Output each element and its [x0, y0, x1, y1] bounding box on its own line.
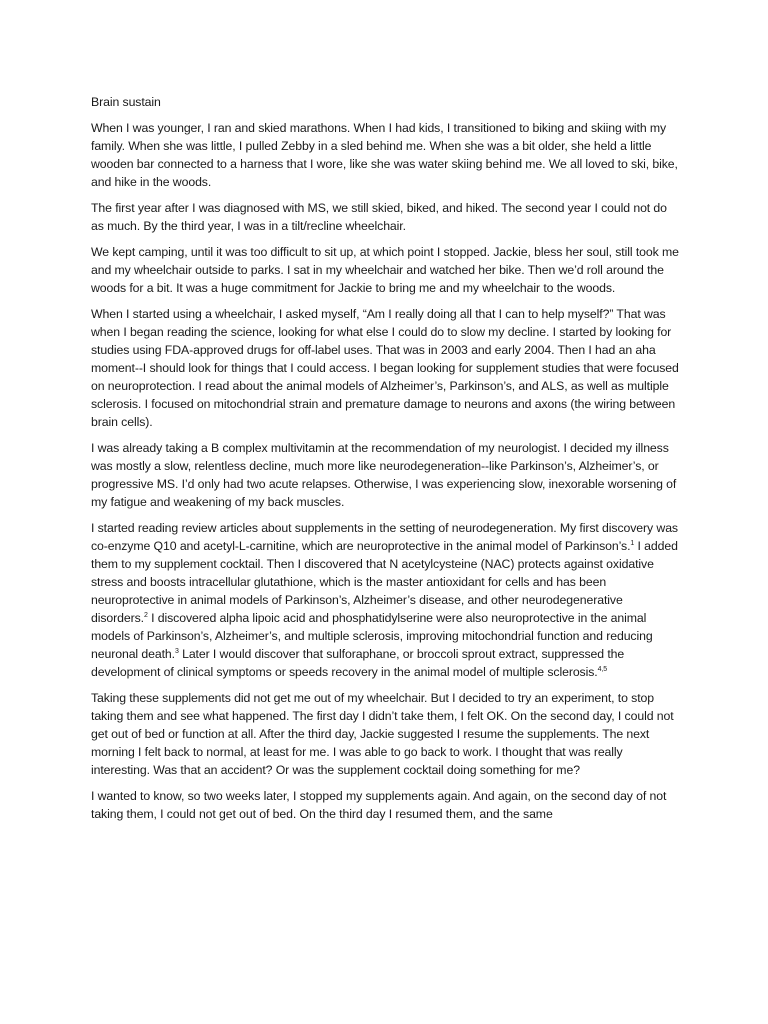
- body-paragraph: [91, 689, 681, 779]
- paragraph-text: I wanted to know, so two weeks later, I stopped my supplements again. And again, on the second day of not taking them, I could not get out of bed. On the third day I resumed them, and the same: [91, 789, 667, 821]
- paragraph-text: The first year after I was diagnosed with MS, we still skied, biked, and hiked. The second year I could not do as much. By the third year, I was in a tilt/recline wheelchair.: [91, 201, 667, 233]
- paragraph-text: We kept camping, until it was too difficult to sit up, at which point I stopped. Jackie, bless her soul, still took me and my wheelchair outside to parks. I sat in my wheelchair and watched her bike. Then we’d roll around the woods for a bit. It was a huge commitment for Jackie to bring me and my wheelchair to the woods.: [91, 245, 679, 295]
- paragraph-text: I discovered alpha lipoic acid and phosphatidylserine were also neuroprotective in the animal models of Parkinson’s, Alzheimer’s, and multiple sclerosis, improving mitochondrial function and reducing neuronal death.: [91, 611, 653, 661]
- body-paragraph: [91, 243, 681, 297]
- paragraph-text: When I started using a wheelchair, I asked myself, “Am I really doing all that I can to help myself?” That was when I began reading the science, looking for what else I could do to slow my decline. I started by looking for studies using FDA-approved drugs for off-label uses. That was in 2003 and early 2004. Then I had an aha moment--I should look for things that I could access. I began looking for supplement studies that were focused on neuroprotection. I read about the animal models of Alzheimer’s, Parkinson’s, and ALS, as well as multiple sclerosis. I focused on mitochondrial strain and premature damage to neurons and axons (the wiring between brain cells).: [91, 307, 679, 429]
- body-paragraph: [91, 519, 681, 681]
- footnote-reference: 3: [174, 647, 179, 655]
- paragraph-text: Taking these supplements did not get me out of my wheelchair. But I decided to try an experiment, to stop taking them and see what happened. The first day I didn’t take them, I felt OK. On the second day, I could not get out of bed or function at all. After the third day, Jackie suggested I resume the supplements. The next morning I felt back to normal, at least for me. I was able to go back to work. I thought that was really interesting. Was that an accident? Or was the supplement cocktail doing something for me?: [91, 691, 674, 777]
- paragraph-text: I was already taking a B complex multivitamin at the recommendation of my neurologist. I decided my illness was mostly a slow, relentless decline, much more like neurodegeneration--like Parkinson’s, Alzheimer’s, or progressive MS. I’d only had two acute relapses. Otherwise, I was experiencing slow, inexorable worsening of my fatigue and weakening of my back muscles.: [91, 441, 677, 509]
- document-title: Brain sustain: [91, 95, 161, 109]
- body-paragraph: [91, 199, 681, 235]
- footnote-reference: 2: [144, 611, 148, 619]
- paragraph-list: [91, 119, 681, 823]
- paragraph-text: When I was younger, I ran and skied marathons. When I had kids, I transitioned to biking and skiing with my family. When she was little, I pulled Zebby in a sled behind me. When she was a bit older, she held a little wooden bar connected to a harness that I wore, like she was water skiing behind me. We all loved to ski, bike, and hike in the woods.: [91, 121, 678, 189]
- paragraph-text: I started reading review articles about supplements in the setting of neurodegeneration. My first discovery was co-enzyme Q10 and acetyl-L-carnitine, which are neuroprotective in the animal model of Parkinson’s.: [91, 521, 678, 553]
- body-paragraph: [91, 119, 681, 191]
- body-paragraph: [91, 439, 681, 511]
- document-body: [91, 93, 681, 831]
- paragraph-text: Later I would discover that sulforaphane, or broccoli sprout extract, suppressed the development of clinical symptoms or speeds recovery in the animal model of multiple sclerosis.: [91, 647, 625, 679]
- footnote-reference: 4,5: [597, 665, 608, 673]
- footnote-reference: 1: [630, 539, 635, 547]
- body-paragraph: [91, 305, 681, 431]
- paragraph-text: I added them to my supplement cocktail. Then I discovered that N acetylcysteine (NAC) protects against oxidative stress and boosts intracellular glutathione, which is the master antioxidant for cells and has been neuroprotective in animal models of Parkinson’s, Alzheimer’s disease, and other neurodegenerative disorders.: [91, 539, 678, 625]
- body-paragraph: [91, 787, 681, 823]
